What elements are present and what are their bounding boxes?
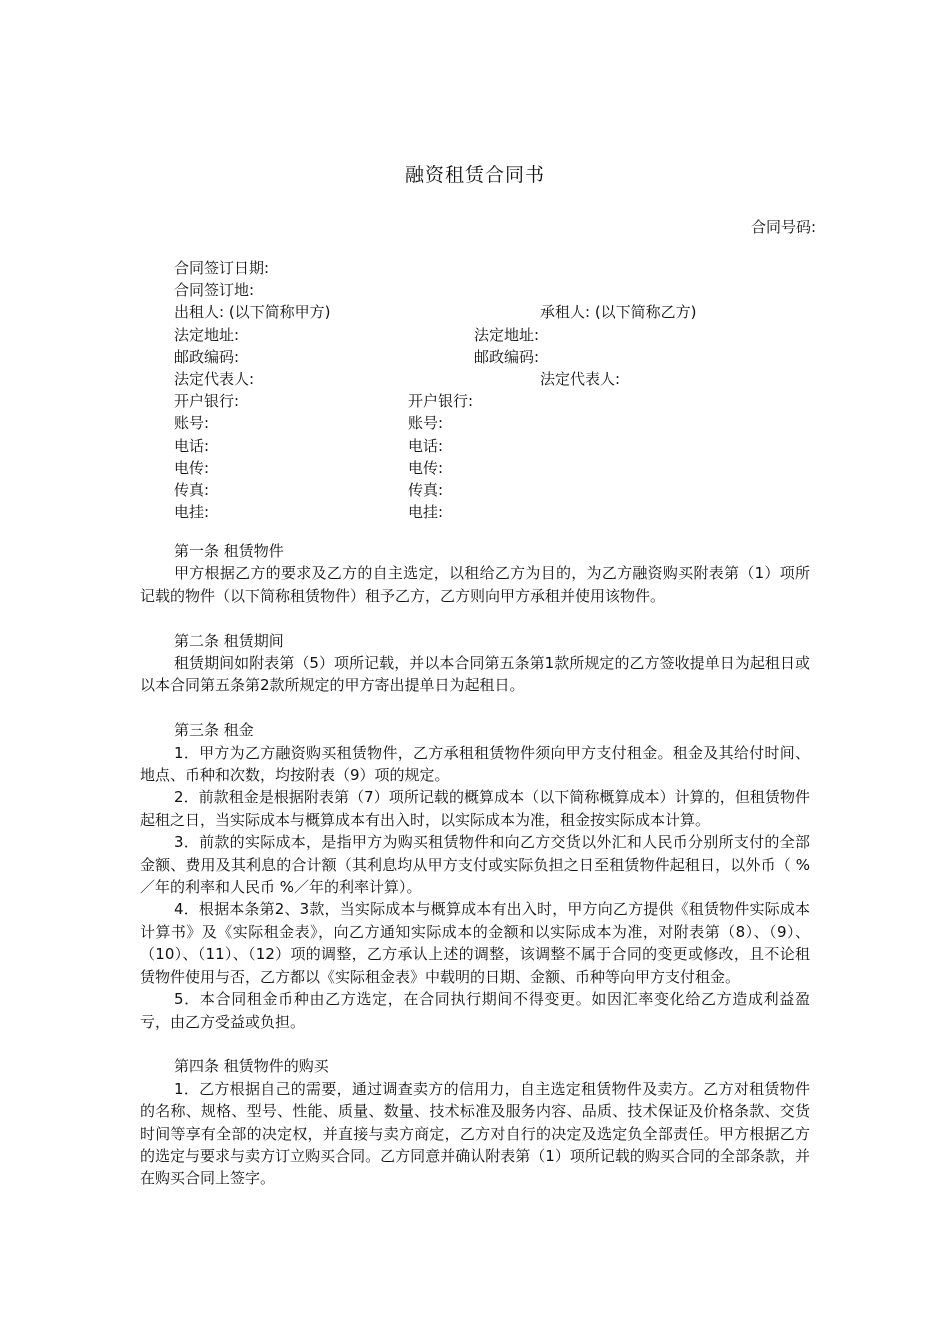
party-info-right: 电挂: [408,503,444,522]
section-heading: 第四条 租赁物件的购买 [174,1057,329,1076]
section-heading: 第一条 租赁物件 [174,542,284,560]
party-info-right: 电传: [408,458,444,477]
party-info-right: 开户银行: [408,392,474,411]
party-info-left: 邮政编码: [174,347,240,366]
party-info-right: 法定代表人: [540,369,621,388]
party-info-right: 法定地址: [474,325,540,344]
section-paragraph: 1．甲方为乙方融资购买租赁物件，乙方承租租赁物件须向甲方支付租金。租金及其给付时间、地点、币种和次数，均按附表（9）项的规定。 [140,743,810,785]
section-paragraph: 5．本合同租金币种由乙方选定，在合同执行期间不得变更。如因汇率变化给乙方造成利益盈亏，由乙方受益或负担。 [140,990,810,1031]
party-info-row [174,479,814,501]
document-title: 融资租赁合同书 [404,164,545,186]
party-info-left: 电传: [174,458,210,477]
party-info-right: 账号: [408,414,444,433]
party-info-left: 法定地址: [174,325,240,344]
party-info-left: 账号: [174,414,210,433]
party-info-left: 合同签订地: [174,281,255,300]
section-gap [140,1033,810,1055]
section-paragraph: 租赁期间如附表第（5）项所记载，并以本合同第五条第1款所规定的乙方签收提单日为起租日或以本合同第五条第2款所规定的甲方寄出提单日为起租日。 [140,654,810,695]
party-info-left: 出租人: (以下简称甲方) [174,303,331,322]
party-info-left: 法定代表人: [174,369,255,388]
party-info-row [174,301,814,323]
section-gap [140,697,810,719]
party-info-row [174,279,814,301]
party-info-left: 传真: [174,480,210,499]
section-paragraph: 2．前款租金是根据附表第（7）项所记载的概算成本（以下简称概算成本）计算的，但租赁物件起租之日，当实际成本与概算成本有出入时，以实际成本为准，租金按实际成本计算。 [140,788,810,829]
party-info-right: 传真: [408,480,444,499]
party-info-left: 合同签订日期: [174,259,270,277]
party-info-row [174,324,814,346]
section-heading: 第三条 租金 [174,721,254,740]
section-heading: 第二条 租赁期间 [174,631,284,650]
party-info-row [174,412,814,434]
contract-body [140,540,810,1190]
party-info-block [174,257,814,523]
party-info-row [174,435,814,457]
party-info-row [174,457,814,479]
section-gap [140,607,810,629]
party-info-row [174,368,814,390]
section-paragraph: 3．前款的实际成本，是指甲方为购买租赁物件和向乙方交货以外汇和人民币分别所支付的全部金额、费用及其利息的合计额（其利息均从甲方支付或实际负担之日至租赁物件起租日，以外币（ %／年的利率和人民币 %／年的利率计算）。 [140,833,810,897]
party-info-left: 电挂: [174,503,210,522]
party-info-row [174,390,814,412]
party-info-row [174,346,814,368]
party-info-left: 开户银行: [174,392,240,411]
party-info-right: 邮政编码: [474,347,540,366]
party-info-right: 电话: [408,436,444,455]
section-paragraph: 4．根据本条第2、3款，当实际成本与概算成本有出入时，甲方向乙方提供《租赁物件实际成本计算书》及《实际租金表》，向乙方通知实际成本的金额和以实际成本为准，对附表第（8）、（9）、（10）、（11）、（12）项的调整，乙方承认上述的调整，该调整不属于合同的变更或修改，且不论租赁物件使用与否，乙方都以《实际租金表》中载明的日期、金额、币种等向甲方支付租金。 [140,900,810,986]
section-paragraph: 1．乙方根据自己的需要，通过调查卖方的信用力，自主选定租赁物件及卖方。乙方对租赁物件的名称、规格、型号、性能、质量、数量、技术标准及服务内容、品质、技术保证及价格条款、交货时间等享有全部的决定权，并直接与卖方商定，乙方对自行的决定及选定负全部责任。甲方根据乙方的选定与要求与卖方订立购买合同。乙方同意并确认附表第（1）项所记载的购买合同的全部条款，并在购买合同上签字。 [140,1079,810,1188]
contract-number-label: 合同号码: [750,218,816,236]
party-info-left: 电话: [174,436,210,455]
party-info-row [174,501,814,523]
party-info-row [174,257,814,279]
section-paragraph: 甲方根据乙方的要求及乙方的自主选定，以租给乙方为目的，为乙方融资购买附表第（1）项所记载的物件（以下简称租赁物件）租予乙方，乙方则向甲方承租并使用该物件。 [140,564,810,605]
party-info-right: 承租人: (以下简称乙方) [540,303,697,322]
